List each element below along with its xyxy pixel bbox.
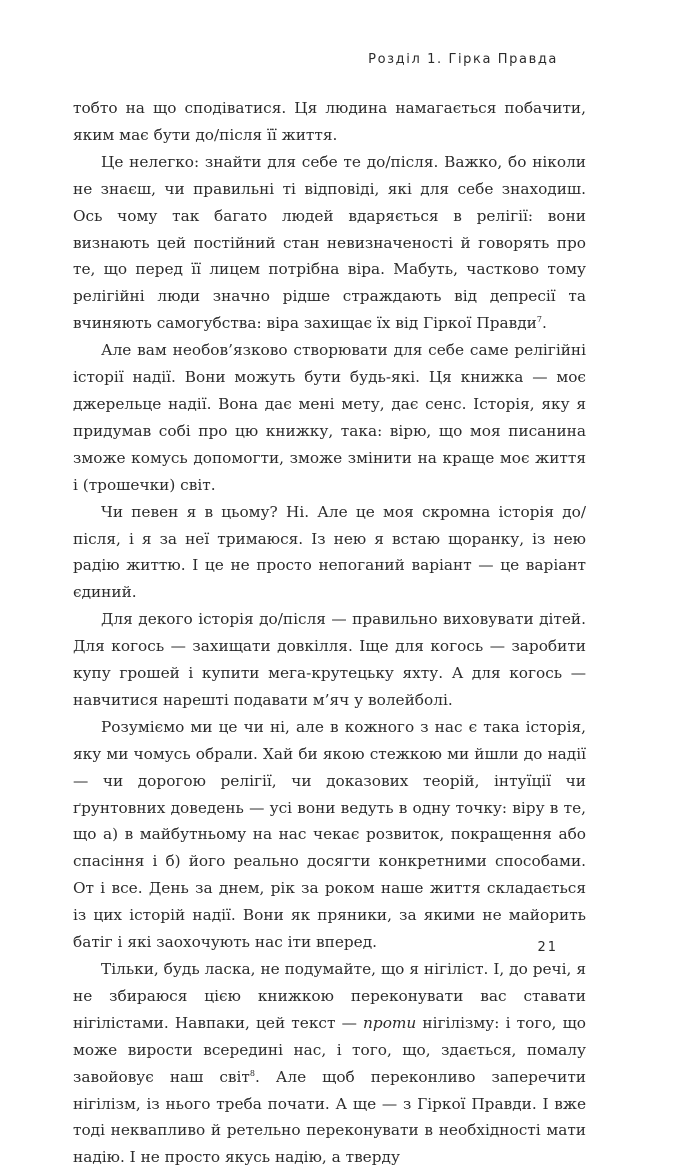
paragraph [73,606,586,714]
paragraph-text: Тільки, будь ласка, не подумайте, що я нігіліст. І, до речі, я не збираюся цією книжкою переконувати вас ставати нігілістами. Навпаки, цей текст — [73,960,586,1032]
paragraph-text: Для декого історія до/після — правильно виховувати дітей. Для когось — захищати довкілля. Іще для когось — заробити купу грошей і купити мега-крутецьку яхту. А для когось — навчитися нарешті подавати м’яч у волейболі. [73,610,586,709]
paragraph-text: Розуміємо ми це чи ні, але в кожного з нас є така історія, яку ми чомусь обрали. Хай би якою стежкою ми йшли до надії — чи дорогою релігії, чи доказових теорій, інтуїції чи ґрунтовних доведень — усі вони ведуть в одну точку: віру в те, що а) в майбутньому на нас чекає розвиток, покращення або спасіння і б) його реально досягти конкретними способами. От і все. День за днем, рік за роком наше життя складається із цих історій надії. Вони як пряники, за якими не майорить батіг і які заохочують нас іти вперед. [73,717,586,952]
paragraph-text: Це нелегко: знайти для себе те до/після. Важко, бо ніколи не знаєш, чи правильні ті відповіді, які для себе знаходиш. Ось чому так багато людей вдаряється в релігії: вони визнають цей постійний стан невизначеності й говорять про те, що перед її лицем потрібна віра. Мабуть, частково тому релігійні люди значно рідше страждають від депресії та вчиняють самогубства: віра захищає їх від Гіркої Правди [73,152,586,333]
paragraph-text: Чи певен я в цьому? Ні. Але це моя скромна історія до/після, і я за неї тримаюся. Із нею я встаю щоранку, із нею радію життю. І це не просто непоганий варіант — це варіант єдиний. [73,502,586,602]
paragraph [73,499,586,607]
paragraph-text-tail: . [541,314,547,333]
paragraph-text-continued: нігілізму: і того, що може вирости всередині нас, і того, що, здається, помалу завойовує наш світ [73,1013,587,1086]
paragraph [73,714,586,956]
running-header: Розділ 1. Гірка Правда [368,52,558,67]
emphasis-text: проти [363,1013,417,1032]
paragraph [73,95,586,149]
main-text [73,95,586,1171]
paragraph-text: Але вам необов’язково створювати для себе саме релігійні історії надії. Вони можуть бути будь-які. Ця книжка — моє джерельце надії. Вона дає мені мету, дає сенс. Історія, яку я придумав собі про цю книжку, така: вірю, що моя писанина зможе комусь допомогти, зможе змінити на краще моє життя і (трошечки) світ. [73,341,586,494]
paragraph-text: тобто на що сподіватися. Ця людина намагається побачити, яким має бути до/після її життя. [73,99,586,144]
paragraph [73,337,586,498]
footnote-marker: 8 [249,1068,255,1078]
paragraph [73,956,586,1171]
page-number: 21 [537,940,558,955]
footnote-marker: 7 [536,315,542,325]
paragraph-text-tail: . Але щоб переконливо заперечити нігілізм, із нього треба почати. А ще — з Гіркої Правди. І вже тоді неквапливо й ретельно переконувати в необхідності мати надію. І не просто якусь надію, а тверду [73,1067,586,1167]
paragraph [73,149,586,337]
